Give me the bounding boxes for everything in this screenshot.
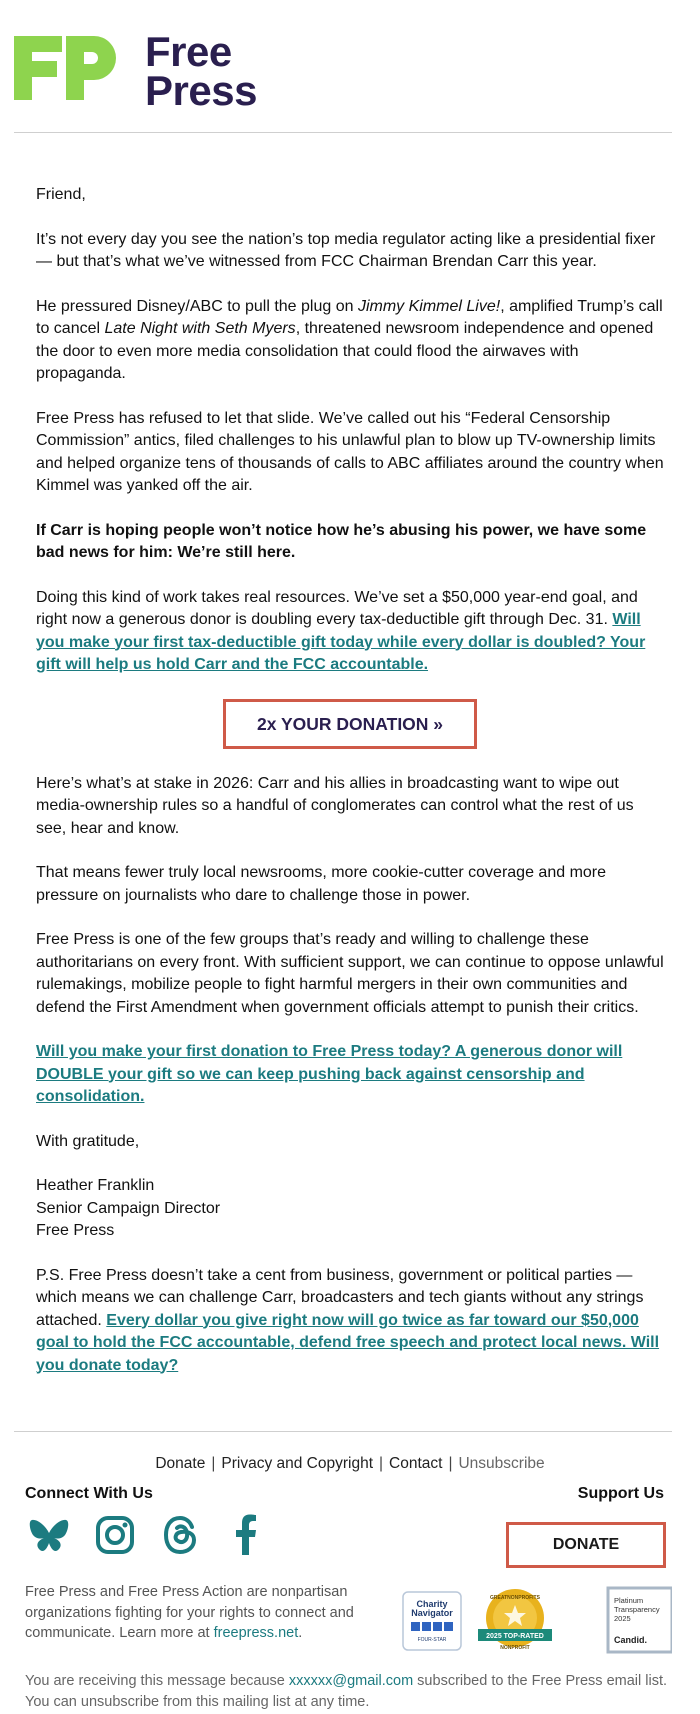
- about-text: Free Press and Free Press Action are nonpartisan organizations fighting for your rights to connect and communicate. Learn more at freepress.net.: [25, 1584, 354, 1641]
- candid-badge: [608, 1588, 672, 1652]
- paragraph-2: He pressured Disney/ABC to pull the plug on Jimmy Kimmel Live!, amplified Trump’s call to cancel Late Night with Seth Myers, threatened newsroom independence and opened the door to even more media consolidation that could flood the airwaves with propaganda.: [36, 297, 663, 382]
- header-divider: [14, 132, 672, 133]
- charity-navigator-badge: [403, 1592, 461, 1650]
- svg-text:GREATNONPROFITS: GREATNONPROFITS: [490, 1595, 540, 1601]
- footer-donate-link[interactable]: Donate: [155, 1455, 206, 1472]
- subscriber-email-link[interactable]: xxxxxx@gmail.com: [288, 1673, 414, 1689]
- closing: With gratitude,: [36, 1132, 140, 1150]
- postscript: P.S. Free Press doesn’t take a cent from business, government or political parties — which means we can challenge Carr, broadcasters and tech giants without any strings attached. Every dollar you give right now will go twice as far toward our $50,000 goal to hold the FCC accountable, defend free speech and protect local news. Will you donate today?: [36, 1266, 660, 1374]
- svg-text:Candid.: Candid.: [614, 1635, 647, 1645]
- greeting: Friend,: [36, 186, 86, 203]
- svg-text:2025 TOP-RATED: 2025 TOP-RATED: [486, 1633, 544, 1640]
- svg-text:FOUR-STAR: FOUR-STAR: [417, 1637, 447, 1643]
- signature: [36, 1175, 664, 1243]
- gift-today-link[interactable]: Will you make your first tax-deductible gift today while every dollar is doubled? Your gift will help us hold Carr and the FCC accountable.: [36, 611, 646, 673]
- svg-text:NONPROFIT: NONPROFIT: [500, 1645, 530, 1651]
- paragraph-4-bold: If Carr is hoping people won’t notice how he’s abusing his power, we have some bad news for him: We’re still here.: [36, 521, 647, 561]
- paragraph-7: That means fewer truly local newsrooms, more cookie-cutter coverage and more pressure on journalists who dare to challenge those in power.: [36, 864, 607, 904]
- show-title-myers: Late Night with Seth Myers: [104, 320, 296, 337]
- signer-org: Free Press: [36, 1222, 115, 1239]
- fp-logo-mark: [14, 36, 118, 100]
- logo-line-2: Press: [145, 67, 257, 114]
- footer-divider: [14, 1431, 672, 1432]
- threads-icon[interactable]: [159, 1513, 203, 1557]
- show-title-kimmel: Jimmy Kimmel Live!: [357, 297, 501, 315]
- facebook-icon[interactable]: [225, 1513, 269, 1557]
- footer-unsubscribe-link[interactable]: Unsubscribe: [458, 1455, 545, 1472]
- bluesky-icon[interactable]: [27, 1513, 71, 1557]
- signer-title: Senior Campaign Director: [36, 1199, 221, 1217]
- social-icons: [27, 1513, 269, 1557]
- first-donation-link[interactable]: Will you make your first donation to Free Press today? A generous donor will DOUBLE your gift so we can keep pushing back against censorship and consolidation.: [36, 1043, 623, 1105]
- email-body: [36, 184, 664, 1377]
- footer-contact-link[interactable]: Contact: [389, 1455, 443, 1472]
- logo-line-1: Free: [145, 28, 232, 75]
- paragraph-5: Doing this kind of work takes real resources. We’ve set a $50,000 year-end goal, and right now a generous donor is doubling every tax-deductible gift through Dec. 31. Will you make your first tax-deductible gift today while every dollar is doubled? Your gift will help us hold Carr and the FCC accountable.: [36, 588, 646, 673]
- paragraph-9: [36, 1041, 664, 1109]
- greatnonprofits-badge: [478, 1589, 552, 1651]
- freepress-site-link[interactable]: freepress.net: [213, 1625, 299, 1641]
- paragraph-6: Here’s what’s at stake in 2026: Carr and his allies in broadcasting want to wipe out media-ownership rules so a handful of conglomerates can control what the rest of us see, hear and know.: [36, 774, 634, 837]
- footer-links: Donate | Privacy and Copyright | Contact | Unsubscribe: [155, 1455, 545, 1472]
- signer-name: Heather Franklin: [36, 1177, 155, 1194]
- svg-text:2025: 2025: [614, 1614, 631, 1623]
- footer-donate-button[interactable]: DONATE: [506, 1522, 666, 1568]
- svg-text:Platinum: Platinum: [614, 1596, 644, 1605]
- instagram-icon[interactable]: [93, 1513, 137, 1557]
- paragraph-1: It’s not every day you see the nation’s top media regulator acting like a presidential fixer — but that’s what we’ve witnessed from FCC Chairman Brendan Carr this year.: [36, 230, 656, 270]
- connect-heading: Connect With Us: [25, 1485, 153, 1502]
- paragraph-3: Free Press has refused to let that slide. We’ve called out his “Federal Censorship Commission” antics, filed challenges to his unlawful plan to blow up TV-ownership limits and helped organize tens of thousands of calls to ABC affiliates around the country when Kimmel was yanked off the air.: [36, 409, 664, 494]
- ps-donate-link[interactable]: Every dollar you give right now will go twice as far toward our $50,000 goal to hold the FCC accountable, defend free speech and protect local news. Will you donate today?: [36, 1311, 660, 1374]
- subscription-notice: You are receiving this message because xxxxxx@gmail.com subscribed to the Free Press email list. You can unsubscribe from this mailing list at any time.: [25, 1673, 668, 1710]
- svg-text:Transparency: Transparency: [614, 1605, 660, 1614]
- cta-container: [36, 699, 664, 749]
- support-heading: Support Us: [577, 1485, 664, 1502]
- free-press-logo[interactable]: [14, 28, 274, 114]
- logo-wordmark: [145, 28, 257, 114]
- svg-text:Navigator: Navigator: [411, 1608, 453, 1618]
- double-donation-button[interactable]: 2x YOUR DONATION »: [223, 699, 477, 749]
- footer-privacy-link[interactable]: Privacy and Copyright: [221, 1455, 373, 1472]
- trust-badges: [400, 1585, 672, 1657]
- svg-text:Charity: Charity: [416, 1599, 448, 1609]
- paragraph-8: Free Press is one of the few groups that’s ready and willing to challenge these authoritarians on every front. With sufficient support, we can continue to oppose unlawful rulemakings, mobilize people to fight harmful mergers in their own communities and defend the First Amendment when government officials attempt to punish their critics.: [36, 931, 664, 1016]
